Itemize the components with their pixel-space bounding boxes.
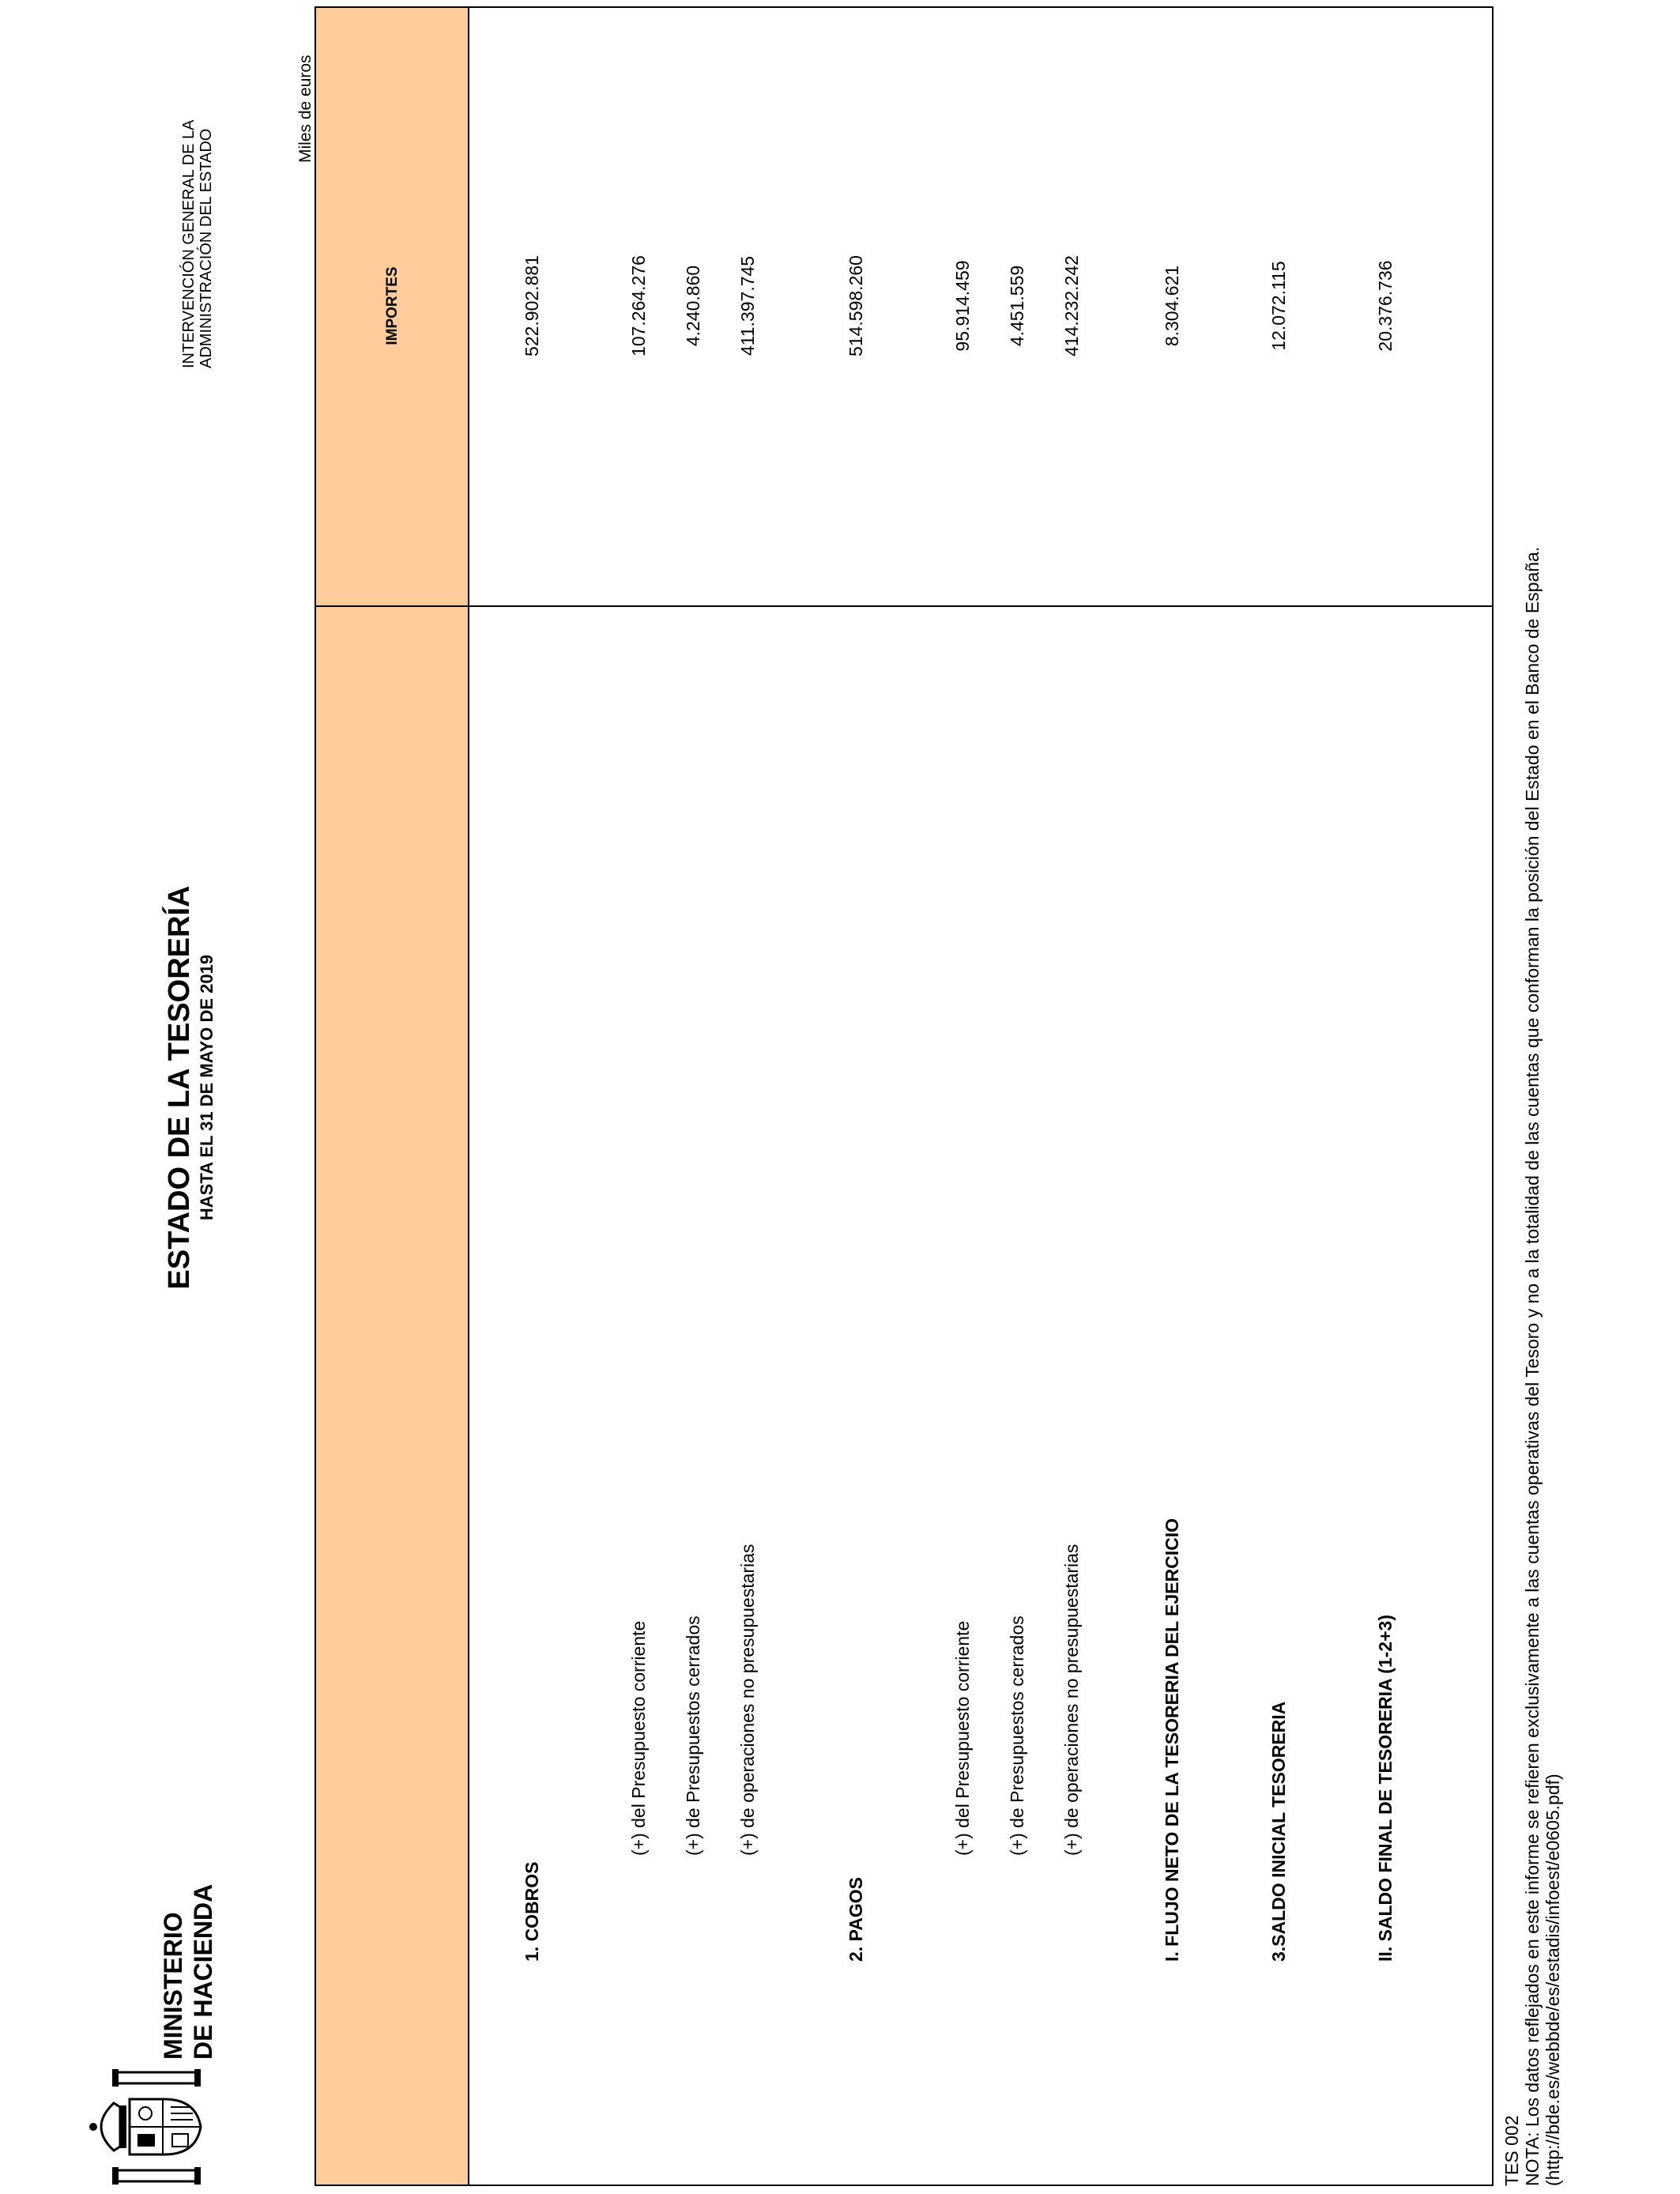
igae-line-2: ADMINISTRACIÓN DEL ESTADO xyxy=(198,128,215,368)
table-row xyxy=(1373,8,1397,2185)
table-row xyxy=(627,8,650,2185)
report-title: ESTADO DE LA TESORERÍA xyxy=(163,885,196,1290)
row-value: 411.397.745 xyxy=(737,255,758,356)
row-label: (+) del Presupuesto corriente xyxy=(952,1620,973,1856)
row-value: 414.232.242 xyxy=(1061,255,1082,356)
table-row xyxy=(844,8,868,2185)
row-label-flujo-neto: I. FLUJO NETO DE LA TESORERIA DEL EJERCICIO xyxy=(1162,1517,1182,1962)
row-label-saldo-final: II. SALDO FINAL DE TESORERIA (1-2+3) xyxy=(1375,1615,1396,1962)
row-label-pagos: 2. PAGOS xyxy=(846,1877,866,1962)
table-row xyxy=(951,8,974,2185)
table-row xyxy=(1267,8,1290,2185)
table-row xyxy=(681,8,705,2185)
row-value-saldo-inicial: 12.072.115 xyxy=(1268,261,1289,351)
row-label-cobros: 1. COBROS xyxy=(522,1861,542,1962)
table-row xyxy=(736,8,759,2185)
coat-of-arms-icon xyxy=(85,2068,204,2186)
report-subtitle: HASTA EL 31 DE MAYO DE 2019 xyxy=(197,954,217,1221)
igae-line-1: INTERVENCIÓN GENERAL DE LA xyxy=(180,119,198,368)
row-label: (+) del Presupuesto corriente xyxy=(628,1620,649,1856)
row-label: (+) de Presupuestos cerrados xyxy=(683,1615,703,1856)
row-label: (+) de operaciones no presupuestarias xyxy=(737,1544,758,1856)
row-label-saldo-inicial: 3.SALDO INICIAL TESORERIA xyxy=(1268,1701,1289,1962)
table-row xyxy=(1005,8,1029,2185)
footer-note: NOTA: Los datos reflejados en este informe se refieren exclusivamente a las cuentas operativas del Tesoro y no a la totalidad de las cuentas que conforman la posición del Estado en el Banco de España. xyxy=(1522,546,1543,2186)
column-divider xyxy=(316,605,1492,607)
ministry-name xyxy=(158,1884,218,2060)
row-value: 107.264.276 xyxy=(628,255,649,356)
table-row xyxy=(520,8,544,2185)
row-value: 4.240.860 xyxy=(683,265,703,347)
row-label: (+) de Presupuestos cerrados xyxy=(1007,1615,1027,1856)
row-label: (+) de operaciones no presupuestarias xyxy=(1061,1544,1082,1856)
ministry-line-2: DE HACIENDA xyxy=(189,1883,217,2060)
row-value-pagos: 514.598.260 xyxy=(846,255,866,356)
report-title-block xyxy=(162,771,217,1404)
ministry-line-1: MINISTERIO xyxy=(159,1912,187,2060)
units-label: Miles de euros xyxy=(296,55,315,163)
table-row xyxy=(1160,8,1184,2185)
table-row xyxy=(1060,8,1083,2185)
report-code: TES 002 xyxy=(1501,2115,1522,2186)
row-value-saldo-final: 20.376.736 xyxy=(1375,260,1396,352)
row-value: 4.451.559 xyxy=(1007,265,1027,347)
igae-name xyxy=(180,119,215,368)
importes-column-header: IMPORTES xyxy=(384,266,401,345)
footer-link: (http://bde.es/webbde/es/estadis/infoest/e0605.pdf) xyxy=(1543,1774,1563,2186)
row-value-flujo-neto: 8.304.621 xyxy=(1162,265,1182,347)
row-value: 95.914.459 xyxy=(952,260,973,352)
treasury-table xyxy=(315,6,1494,2186)
row-value-cobros: 522.902.881 xyxy=(522,255,542,356)
